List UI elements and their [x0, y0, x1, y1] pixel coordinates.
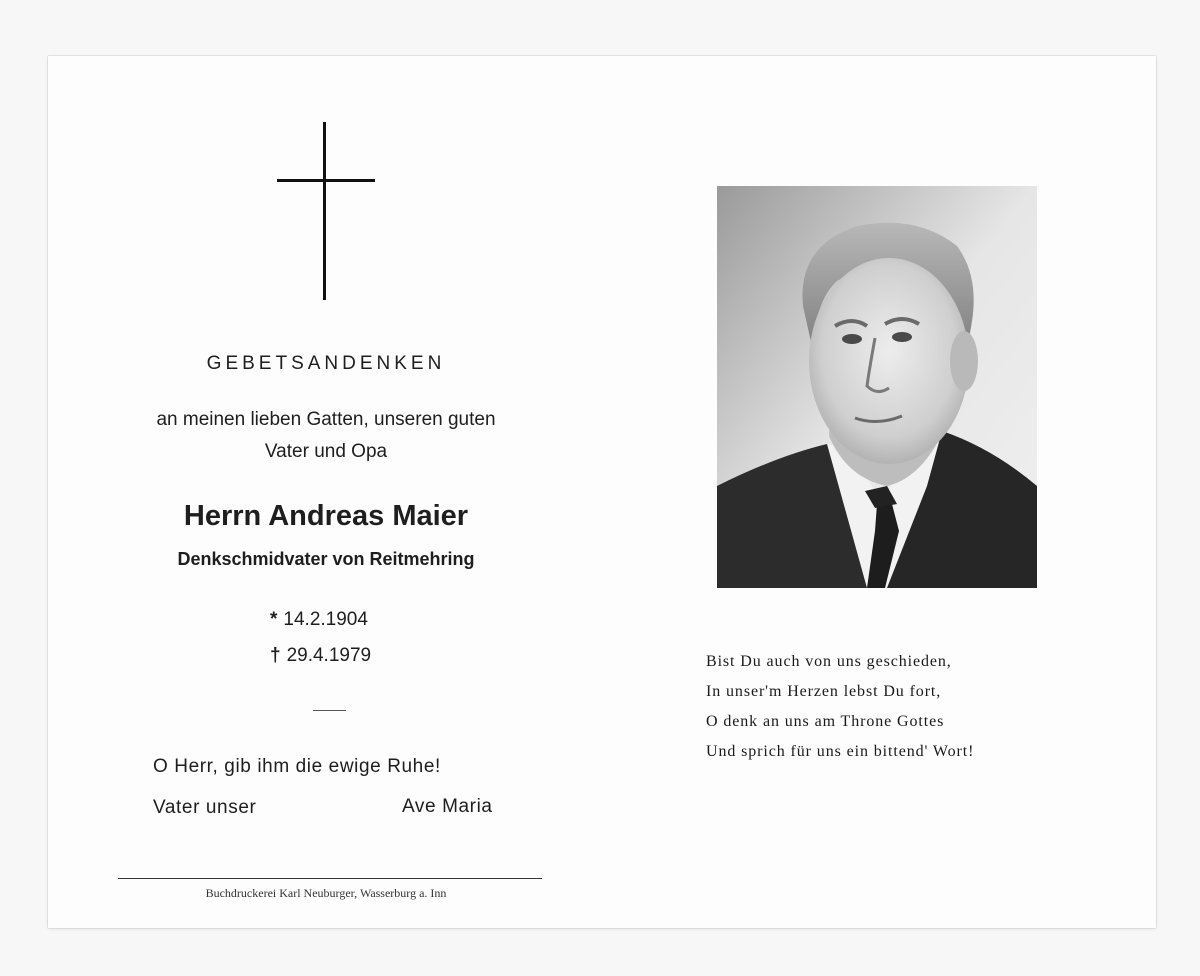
left-panel — [48, 56, 604, 928]
portrait-photo — [717, 186, 1037, 588]
separator-line — [313, 710, 346, 711]
birth-date: 14.2.1904 — [283, 609, 368, 630]
death-date-row — [270, 645, 371, 667]
poem-line-3: O denk an uns am Throne Gottes — [706, 713, 945, 730]
right-panel — [604, 56, 1156, 928]
cross-icon — [323, 122, 326, 300]
prayer-line: O Herr, gib ihm die ewige Ruhe! — [153, 756, 441, 777]
intro-line-2: Vater und Opa — [264, 441, 388, 462]
prayer-ave-maria: Ave Maria — [402, 796, 493, 817]
memorial-card — [48, 56, 1156, 928]
printer-credit: Buchdruckerei Karl Neuburger, Wasserburg a. Inn — [205, 886, 447, 900]
cross-icon-bar — [277, 179, 375, 182]
deceased-name: Herrn Andreas Maier — [183, 500, 469, 532]
birth-date-row — [270, 609, 368, 631]
death-dagger-icon: † — [270, 645, 281, 666]
heading: GEBETSANDENKEN — [206, 353, 446, 374]
birth-star-icon: * — [270, 609, 278, 630]
death-date: 29.4.1979 — [286, 645, 372, 666]
poem-line-2: In unser'm Herzen lebst Du fort, — [706, 683, 942, 700]
deceased-description: Denkschmidvater von Reitmehring — [177, 549, 475, 569]
prayer-vater-unser: Vater unser — [153, 797, 257, 818]
poem-line-1: Bist Du auch von uns geschieden, — [706, 653, 952, 670]
intro-line-1: an meinen lieben Gatten, unseren guten — [156, 409, 496, 430]
footer-divider — [118, 878, 542, 879]
poem-line-4: Und sprich für uns ein bittend' Wort! — [706, 743, 975, 760]
